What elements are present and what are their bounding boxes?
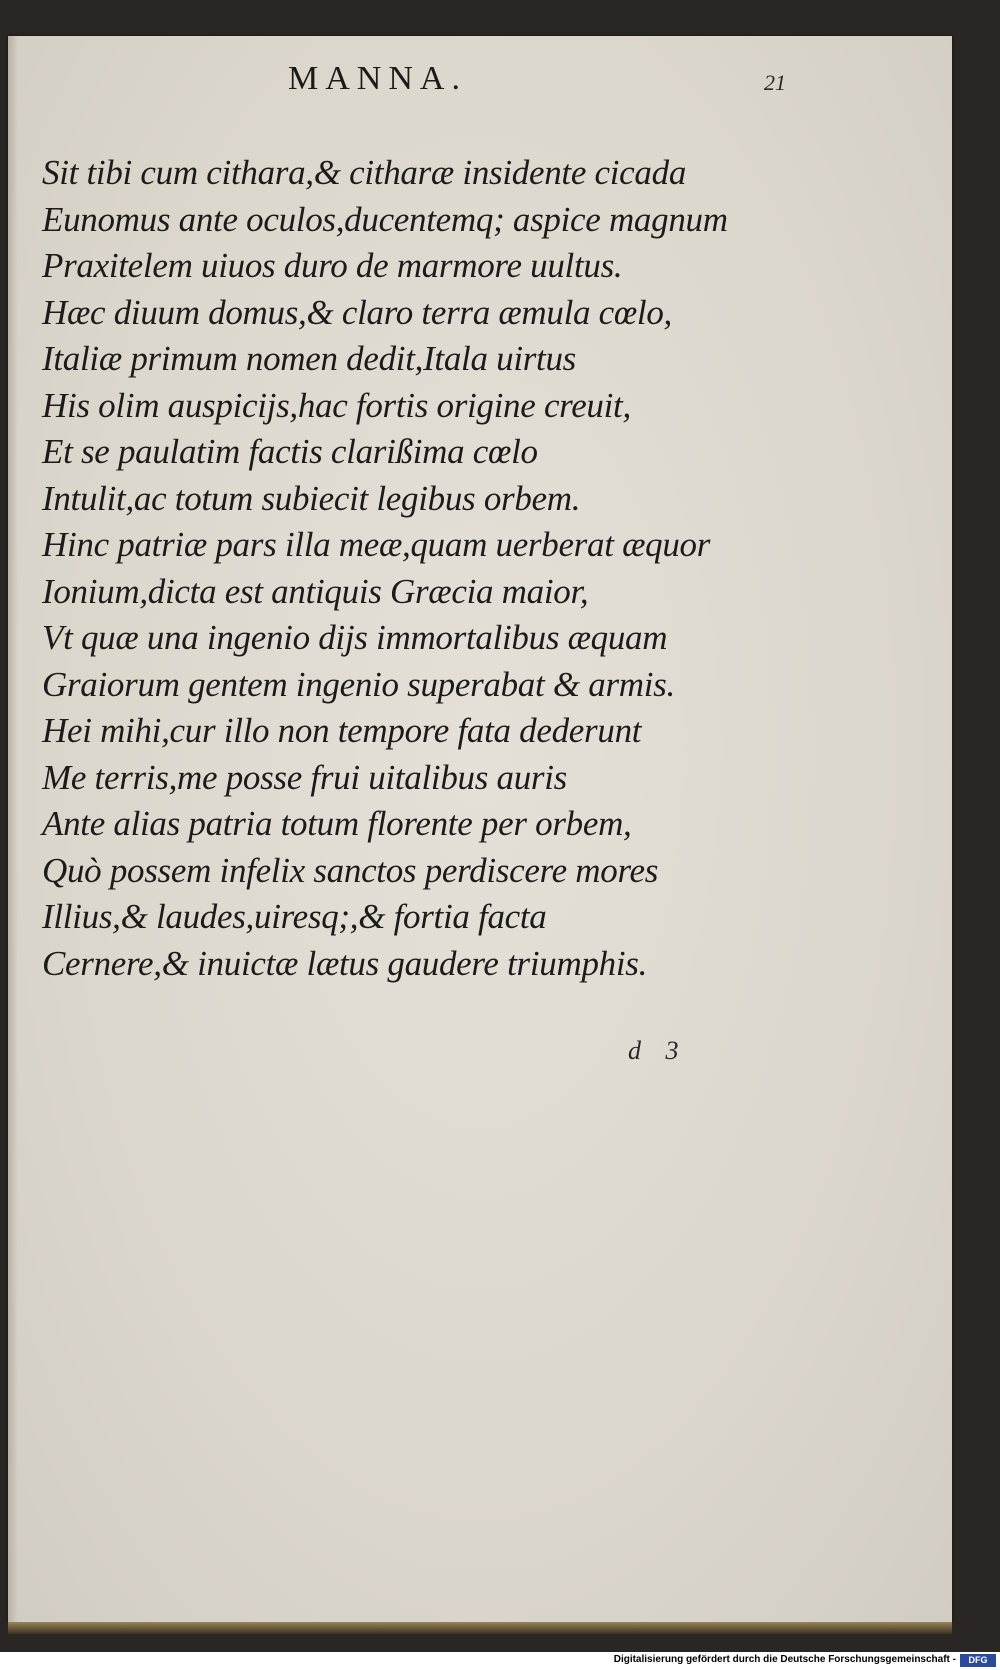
page-bottom-edge (8, 1622, 952, 1634)
verse-line: Eunomus ante oculos,ducentemq; aspice magnum (42, 199, 728, 239)
verse-line: Intulit,ac totum subiecit legibus orbem. (42, 478, 581, 518)
verse-line: Illius,& laudes,uiresq;,& fortia facta (42, 897, 547, 936)
verse-line: His olim auspicijs,hac fortis origine creuit, (42, 385, 631, 425)
verse-line: Praxitelem uiuos duro de marmore uultus. (42, 246, 623, 285)
verse-line: Cernere,& inuictæ lætus gaudere triumphis. (42, 943, 648, 983)
verse-line: Me terris,me posse frui uitalibus auris (42, 757, 567, 797)
verse-line: Hinc patriæ pars illa meæ,quam uerberat æquor (42, 525, 711, 564)
digitization-footer (0, 1652, 1000, 1670)
verse-line: Graiorum gentem ingenio superabat & armis. (42, 664, 675, 704)
verse-line: Hei mihi,cur illo non tempore fata dederunt (42, 711, 642, 750)
verse-line: Et se paulatim factis clarißima cœlo (42, 432, 538, 471)
verse-line: Quò possem infelix sanctos perdiscere mores (42, 850, 659, 890)
verse-line: Vt quæ una ingenio dijs immortalibus æquam (42, 618, 668, 657)
page-gutter-shadow (8, 36, 18, 1622)
verse-block (42, 150, 728, 987)
verse-line: Sit tibi cum cithara,& citharæ insidente cicada (42, 153, 687, 192)
verse-line: Hæc diuum domus,& claro terra æmula cœlo, (42, 292, 673, 332)
dfg-logo: DFG (960, 1654, 996, 1667)
running-head: MANNA. (288, 60, 467, 97)
verse-line: Ante alias patria totum florente per orbem, (42, 804, 632, 843)
verse-line: Italiæ primum nomen dedit,Itala uirtus (42, 339, 577, 378)
folio-number: 21 (764, 70, 786, 95)
signature-mark: d 3 (628, 1036, 679, 1065)
footer-credit: Digitalisierung gefördert durch die Deutsche Forschungsgemeinschaft - (613, 1654, 956, 1665)
verse-line: Ionium,dicta est antiquis Græcia maior, (42, 571, 589, 611)
